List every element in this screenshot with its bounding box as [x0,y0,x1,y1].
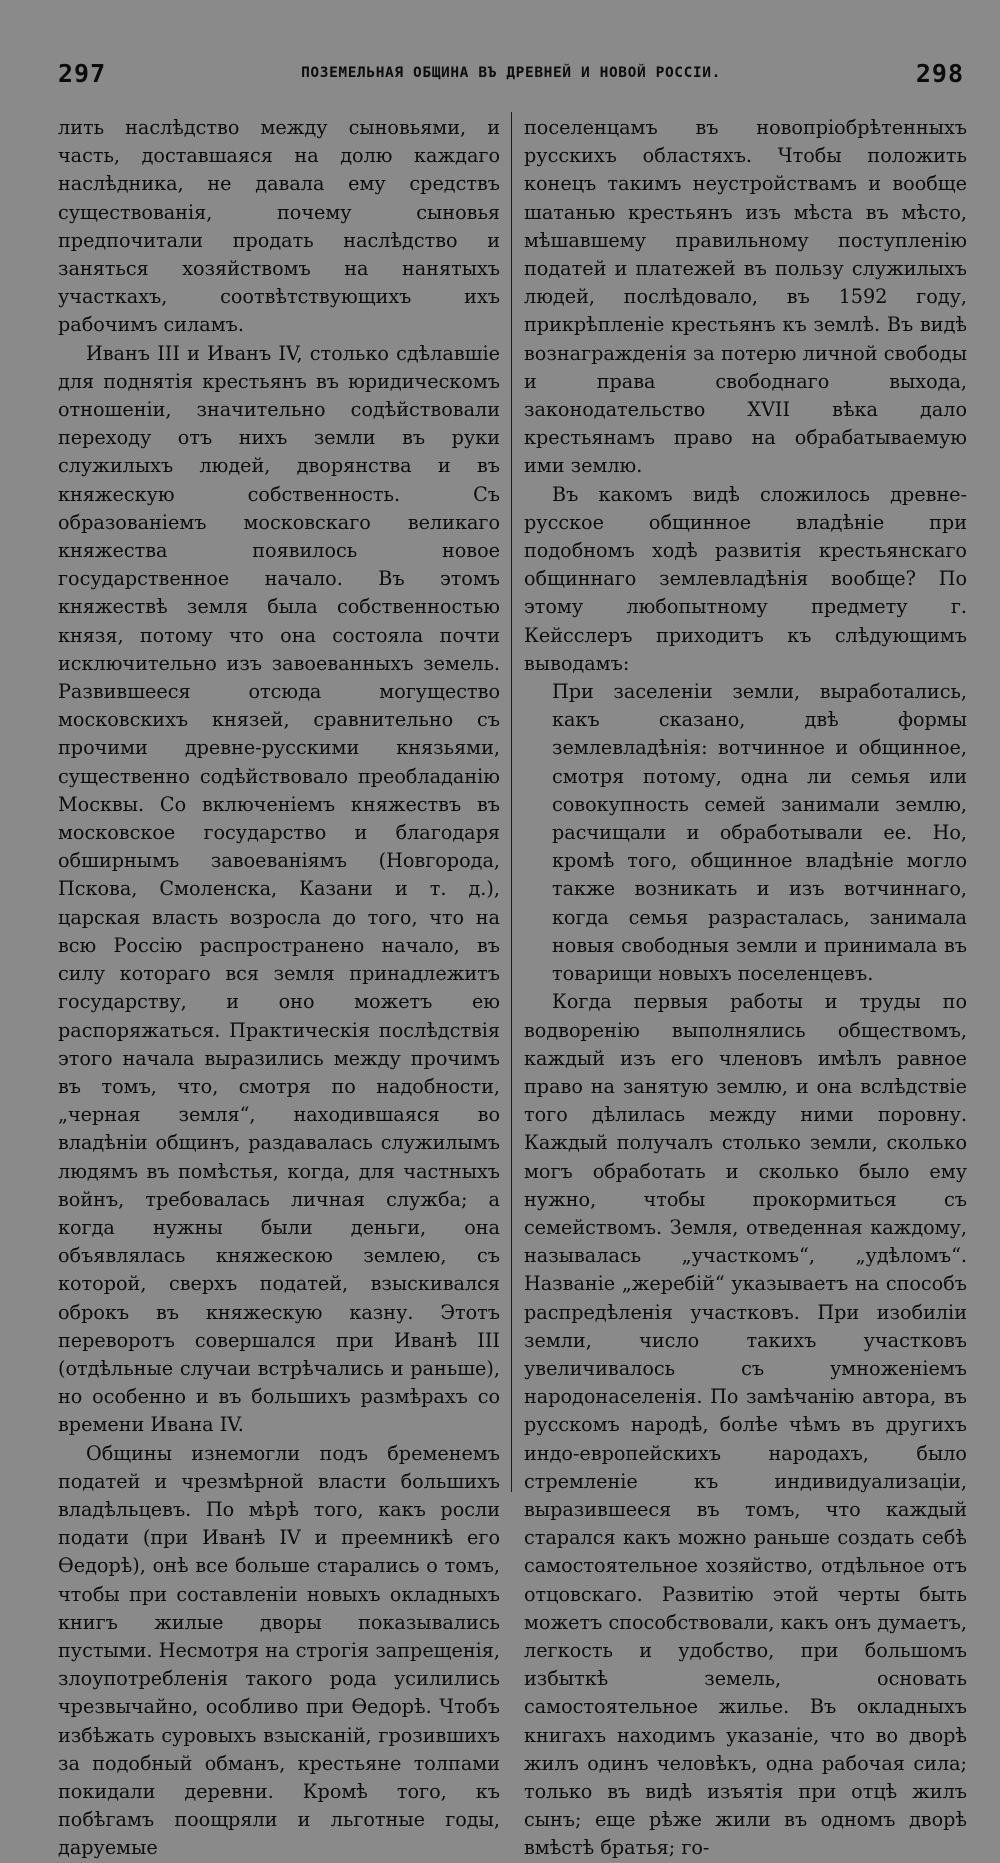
paragraph: Въ какомъ видѣ сложилось древне-русское общинное владѣніе при подобномъ ходѣ развитія крестьянскаго общиннаго землевладѣнія вообще? По этому любопытному предмету г. Кейсслеръ приходитъ къ слѣдующимъ выводамъ: [524,482,967,675]
running-title: ПОЗЕМЕЛЬНАЯ ОБЩИНА ВЪ ДРЕВНЕЙ И НОВОЙ РОССІИ. [301,65,721,81]
paragraph: лить наслѣдство между сыновьями, и часть, доставшаяся на долю каждаго наслѣдника, не давала ему средствъ существованія, почему сыновья предпочитали продать наслѣдство и заняться хозяйствомъ на нанятыхъ участкахъ, соотвѣтствующихъ ихъ рабочимъ силамъ. [58,116,500,337]
paragraph: Когда первыя работы и труды по водворенію выполнялись обществомъ, каждый изъ его членовъ имѣлъ равное право на занятую землю, и она вслѣдствіе того дѣлилась между ними поровну. Каждый получалъ столько земли, сколько могъ обработать и сколько было ему нужно, чтобы прокормиться съ семействомъ. Земля, отведенная каждому, называлась „участкомъ“, „удѣломъ“. Названіе „жеребій“ указываетъ на способъ распредѣленія участковъ. При изобиліи земли, число такихъ участковъ увеличивалось съ умноженіемъ народонаселенія. По замѣчанію автора, въ русскомъ народѣ, болѣе чѣмъ въ другихъ индо-европейскихъ народахъ, было стремленіе къ индивидуализаціи, выразившееся въ томъ, что каждый старался какъ можно раньше создать себѣ самостоятельное хозяйство, отдѣльное отъ отцовскаго. Развитію этой черты быть можетъ способствовали, какъ онъ думаетъ, легкость и удобство, при большомъ избыткѣ земель, основать самостоятельное жилье. Въ окладныхъ книгахъ находимъ указаніе, что во дворѣ жилъ одинъ человѣкъ, одна рабочая сила; только въ видѣ изъятія при отцѣ жилъ сынъ; еще рѣже жили въ одномъ дворѣ вмѣстѣ братья; го- [524,990,967,1860]
left-page-number: 297 [58,58,107,88]
left-text-column [58,114,500,1863]
right-page-number: 298 [915,58,964,88]
page-header [58,58,964,88]
paragraph: Общины изнемогли подъ бременемъ податей и чрезмѣрной власти большихъ владѣльцевъ. По мѣрѣ того, какъ росли подати (при Иванѣ IV и преемникѣ его Ѳедорѣ), онѣ все больше старались о томъ, чтобы при составленіи новыхъ окладныхъ книгъ жилые дворы показывались пустыми. Несмотря на строгія запрещенія, злоупотребленія такого рода усилились чрезвычайно, особливо при Ѳедорѣ. Чтобъ избѣжать суровыхъ взысканій, грозившихъ за подобный обманъ, крестьяне толпами покидали деревни. Кромѣ того, къ побѣгамъ поощряли и льготные годы, даруемые [58,1441,500,1860]
column-divider [511,112,512,1492]
paragraph: Иванъ III и Иванъ IV, столько сдѣлавшіе для поднятія крестьянъ въ юридическомъ отношеніи, значительно содѣйствовали переходу отъ нихъ земли въ руки служилыхъ людей, дворянства и въ княжескую собственность. Съ образованіемъ московскаго великаго княжества появилось новое государственное начало. Въ этомъ княжествѣ земля была собственностью князя, потому что она состояла почти исключительно изъ завоеванныхъ земель. Развившееся отсюда могущество московскихъ князей, сравнительно съ прочими древне-русскими князьями, существенно содѣйствовало преобладанію Москвы. Со включеніемъ княжествъ въ московское государство и благодаря обширнымъ завоеваніямъ (Новгорода, Пскова, Смоленска, Казани и т. д.), царская власть возросла до того, что на всю Россію распространено начало, въ силу котораго вся земля принадлежитъ государству, и оно можетъ ею распоряжаться. Практическія послѣдствія этого начала выразились между прочимъ въ томъ, что, смотря по надобности, „черная земля“, находившаяся во владѣніи общинъ, раздавалась служилымъ людямъ въ помѣстья, когда, для частныхъ войнъ, требовалась личная служба; а когда нужны были деньги, она объявлялась княжескою землею, съ которой, сверхъ податей, взыскивался оброкъ въ княжескую казну. Этотъ переворотъ совершался при Иванѣ III (отдѣльные случаи встрѣчались и раньше), но особенно и въ большихъ размѣрахъ со времени Ивана IV. [58,341,500,1437]
quoted-paragraph: При заселеніи земли, выработались, какъ сказано, двѣ формы землевладѣнія: вотчинное и общинное, смотря потому, одна ли семья или совокупность семей занимали землю, расчищали и обработывали ее. Но, кромѣ того, общинное владѣніе могло также возникать и изъ вотчиннаго, когда семья разрасталась, занимала новыя свободныя земли и принимала въ товарищи новыхъ поселенцевъ. [552,680,967,986]
right-text-column [524,114,967,1863]
paragraph: поселенцамъ въ новопріобрѣтенныхъ русскихъ областяхъ. Чтобы положить конецъ такимъ неустройствамъ и вообще шатанью крестьянъ изъ мѣста въ мѣсто, мѣшавшему правильному поступленію податей и платежей въ пользу служилыхъ людей, послѣдовало, въ 1592 году, прикрѣпленіе крестьянъ къ землѣ. Въ видѣ вознагражденія за потерю личной свободы и права свободнаго выхода, законодательство XVII вѣка дало крестьянамъ право на обрабатываемую ими землю. [524,116,967,478]
